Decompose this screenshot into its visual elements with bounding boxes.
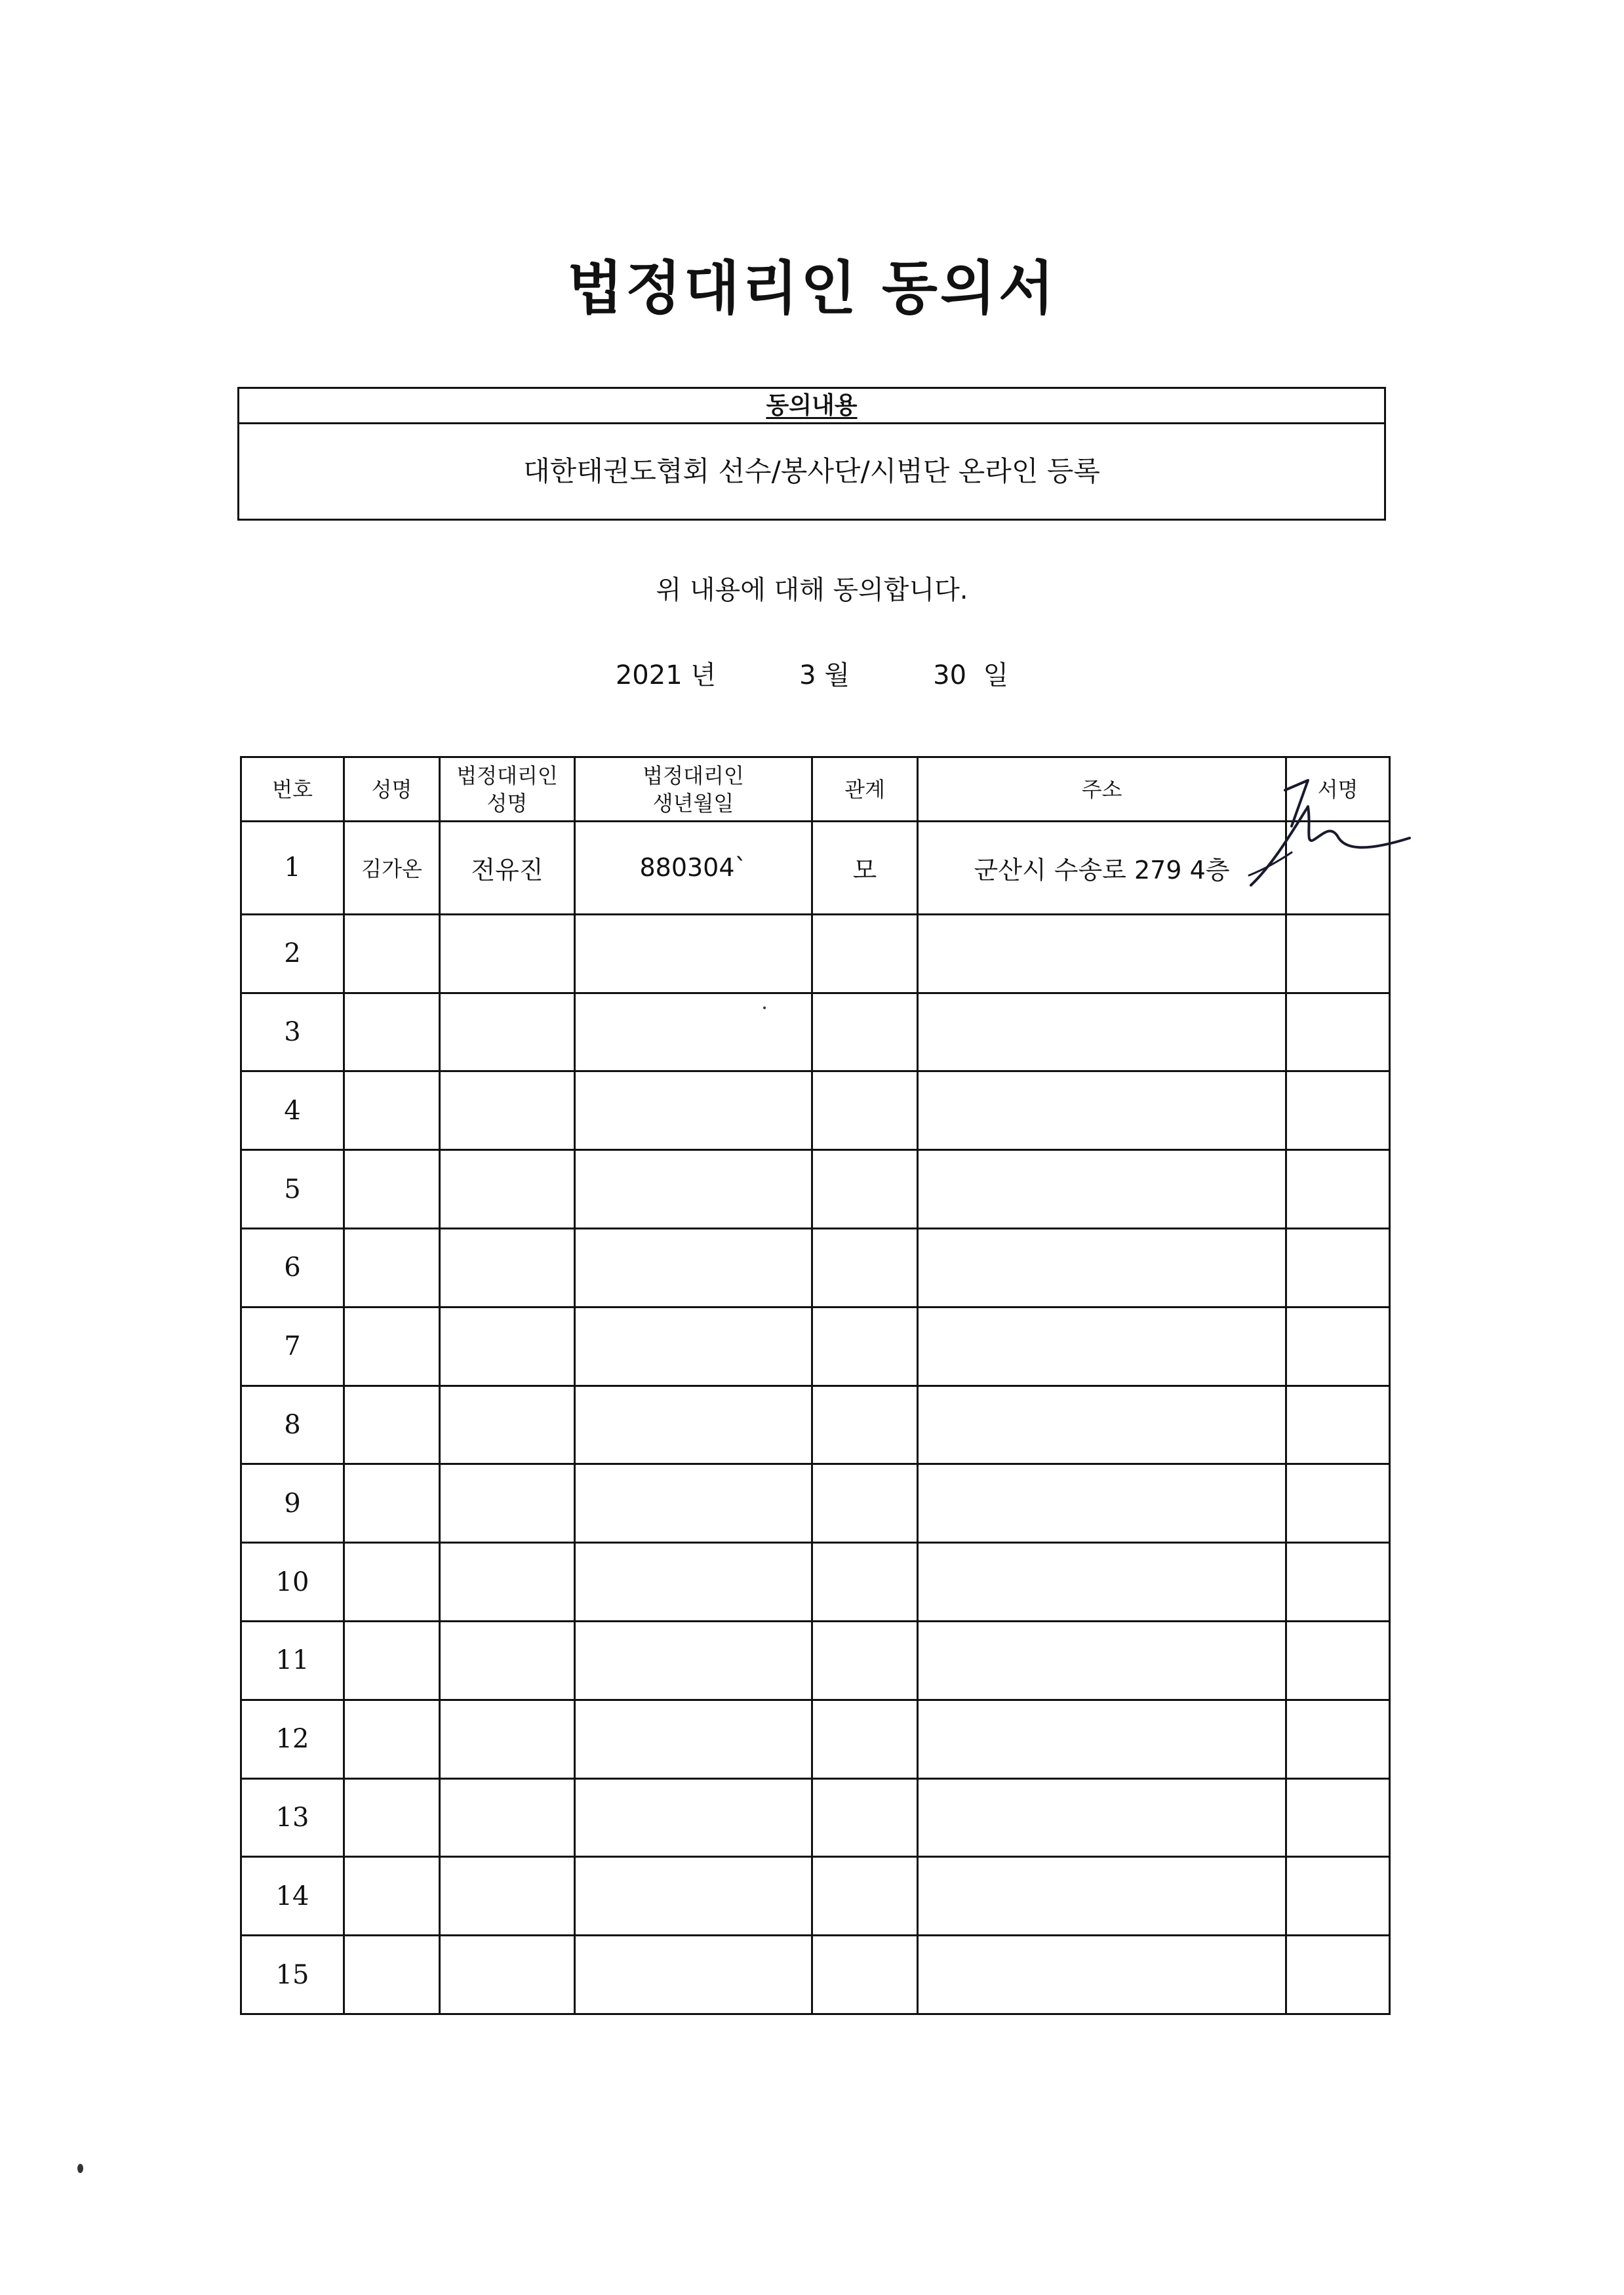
cell-no: 15 (241, 1936, 344, 2014)
consent-header (239, 389, 1384, 424)
cell-guardian-birth (575, 1307, 812, 1386)
cell-guardian-name (440, 1307, 575, 1386)
table-row (241, 1071, 1390, 1150)
cell-guardian-birth: 880304` (575, 822, 812, 915)
cell-address (918, 914, 1286, 993)
cell-guardian-birth (575, 1386, 812, 1464)
cell-signature (1286, 1307, 1390, 1386)
cell-guardian-name (440, 1778, 575, 1857)
table-row (241, 1228, 1390, 1307)
header-signature: 서명 (1286, 757, 1390, 822)
cell-no: 10 (241, 1543, 344, 1622)
cell-signature (1286, 1543, 1390, 1622)
cell-signature (1286, 1071, 1390, 1150)
document-title: 법정대리인 동의서 (567, 254, 1057, 322)
cell-address (918, 1307, 1286, 1386)
cell-name (344, 1150, 440, 1229)
table-row (241, 993, 1390, 1071)
cell-no: 3 (241, 993, 344, 1071)
cell-guardian-birth (575, 1150, 812, 1229)
cell-signature (1286, 993, 1390, 1071)
cell-address (918, 1936, 1286, 2014)
cell-name (344, 1386, 440, 1464)
header-guardian-name-line2: 성명 (486, 790, 528, 816)
cell-guardian-birth (575, 1228, 812, 1307)
cell-no: 2 (241, 914, 344, 993)
table-row (241, 1778, 1390, 1857)
header-no: 번호 (241, 757, 344, 822)
table-row (241, 822, 1390, 915)
cell-relation (812, 914, 918, 993)
cell-relation (812, 1464, 918, 1543)
handwritten-signature (1246, 761, 1456, 892)
scan-speck (77, 2164, 83, 2173)
consent-body: 대한태권도협회 선수/봉사단/시범단 온라인 등록 (523, 455, 1100, 487)
cell-guardian-birth (575, 1464, 812, 1543)
cell-address: 군산시 수송로 279 4층 (918, 822, 1286, 915)
cell-no: 5 (241, 1150, 344, 1229)
cell-relation (812, 1857, 918, 1936)
cell-no: 12 (241, 1700, 344, 1778)
date-day-unit: 일 (983, 660, 1009, 690)
table-row (241, 1464, 1390, 1543)
cell-no: 8 (241, 1386, 344, 1464)
table-row (241, 1621, 1390, 1700)
cell-signature (1286, 1464, 1390, 1543)
cell-guardian-name (440, 1621, 575, 1700)
cell-address (918, 1621, 1286, 1700)
cell-name (344, 1543, 440, 1622)
cell-guardian-birth (575, 1543, 812, 1622)
cell-guardian-name (440, 1228, 575, 1307)
cell-name (344, 1621, 440, 1700)
cell-guardian-name (440, 1700, 575, 1778)
cell-no: 13 (241, 1778, 344, 1857)
date-day: 30 (933, 660, 967, 690)
table-row (241, 1700, 1390, 1778)
cell-signature (1286, 1857, 1390, 1936)
cell-relation (812, 1307, 918, 1386)
cell-name (344, 1071, 440, 1150)
cell-guardian-name (440, 1857, 575, 1936)
cell-guardian-birth (575, 993, 812, 1071)
cell-guardian-name (440, 1936, 575, 2014)
cell-guardian-birth (575, 914, 812, 993)
header-guardian-birth-line1: 법정대리인 (643, 763, 744, 788)
cell-relation (812, 1778, 918, 1857)
date-year-unit: 년 (690, 660, 717, 690)
cell-no: 9 (241, 1464, 344, 1543)
cell-name (344, 1778, 440, 1857)
cell-guardian-name (440, 1464, 575, 1543)
cell-address (918, 1700, 1286, 1778)
header-relation: 관계 (812, 757, 918, 822)
guardian-roster-table (240, 756, 1391, 2015)
cell-address (918, 1857, 1286, 1936)
cell-signature (1286, 1621, 1390, 1700)
cell-address (918, 993, 1286, 1071)
cell-name (344, 1936, 440, 2014)
cell-guardian-birth (575, 1778, 812, 1857)
cell-guardian-name (440, 914, 575, 993)
cell-relation: 모 (812, 822, 918, 915)
cell-name (344, 1307, 440, 1386)
cell-guardian-name (440, 1150, 575, 1229)
table-header-row (241, 757, 1390, 822)
cell-name (344, 1700, 440, 1778)
cell-guardian-name (440, 1071, 575, 1150)
cell-address (918, 1778, 1286, 1857)
cell-relation (812, 1150, 918, 1229)
cell-no: 11 (241, 1621, 344, 1700)
scan-speck (763, 1007, 766, 1009)
table-row (241, 1150, 1390, 1229)
cell-relation (812, 1936, 918, 2014)
cell-guardian-name (440, 1543, 575, 1622)
table-row (241, 1936, 1390, 2014)
cell-no: 6 (241, 1228, 344, 1307)
cell-name (344, 1857, 440, 1936)
cell-relation (812, 1543, 918, 1622)
cell-guardian-birth (575, 1857, 812, 1936)
cell-guardian-birth (575, 1700, 812, 1778)
cell-address (918, 1386, 1286, 1464)
consent-header-label: 동의내용 (766, 392, 858, 419)
cell-name (344, 1228, 440, 1307)
date-month-unit: 월 (824, 660, 850, 690)
cell-name (344, 993, 440, 1071)
date-month: 3 (799, 660, 816, 690)
cell-signature (1286, 1228, 1390, 1307)
cell-name (344, 1464, 440, 1543)
cell-address (918, 1228, 1286, 1307)
cell-signature (1286, 1150, 1390, 1229)
cell-signature (1286, 1700, 1390, 1778)
cell-name (344, 914, 440, 993)
table-row (241, 1857, 1390, 1936)
cell-address (918, 1543, 1286, 1622)
header-guardian-birth-line2: 생년월일 (652, 790, 734, 816)
consent-date (0, 654, 1624, 692)
header-guardian-birth (575, 757, 812, 822)
cell-relation (812, 1700, 918, 1778)
cell-guardian-birth (575, 1071, 812, 1150)
table-row (241, 914, 1390, 993)
cell-guardian-name (440, 1386, 575, 1464)
cell-signature (1286, 1936, 1390, 2014)
cell-relation (812, 1386, 918, 1464)
cell-relation (812, 1621, 918, 1700)
cell-signature (1286, 1386, 1390, 1464)
cell-relation (812, 1071, 918, 1150)
header-guardian-name (440, 757, 575, 822)
agreement-statement: 위 내용에 대해 동의합니다. (656, 575, 968, 605)
cell-relation (812, 1228, 918, 1307)
cell-no: 1 (241, 822, 344, 915)
header-address: 주소 (918, 757, 1286, 822)
header-guardian-name-line1: 법정대리인 (456, 763, 558, 788)
header-name: 성명 (344, 757, 440, 822)
cell-guardian-birth (575, 1621, 812, 1700)
cell-guardian-name (440, 993, 575, 1071)
cell-address (918, 1150, 1286, 1229)
cell-signature (1286, 1778, 1390, 1857)
table-row (241, 1543, 1390, 1622)
cell-no: 14 (241, 1857, 344, 1936)
table-row (241, 1307, 1390, 1386)
cell-guardian-name: 전유진 (440, 822, 575, 915)
cell-name: 김가온 (344, 822, 440, 915)
cell-guardian-birth (575, 1936, 812, 2014)
cell-address (918, 1464, 1286, 1543)
cell-address (918, 1071, 1286, 1150)
cell-no: 7 (241, 1307, 344, 1386)
cell-relation (812, 993, 918, 1071)
consent-box (237, 387, 1386, 521)
table-row (241, 1386, 1390, 1464)
cell-signature (1286, 914, 1390, 993)
cell-no: 4 (241, 1071, 344, 1150)
date-year: 2021 (615, 660, 683, 690)
